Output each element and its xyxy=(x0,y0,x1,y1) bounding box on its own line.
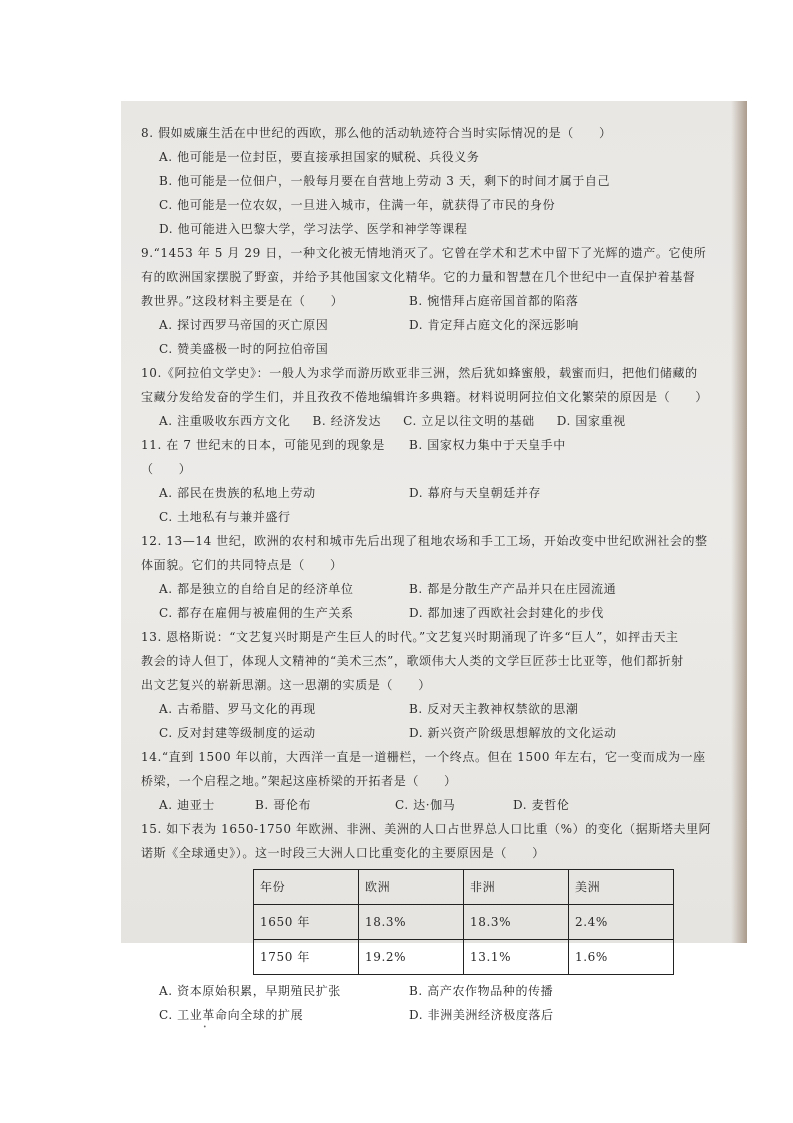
question-8-option-d: D. 他可能进入巴黎大学，学习法学、医学和神学等课程 xyxy=(159,222,468,236)
question-13-stem-line-2: 教会的诗人但丁，体现人文精神的“美术三杰”，歌颂伟大人类的文学巨匠莎士比亚等，他们都折射 xyxy=(141,654,684,668)
table-cell: 18.3% xyxy=(359,905,464,940)
question-10 xyxy=(141,361,721,433)
question-8-option-b: B. 他可能是一位佃户，一般每月要在自营地上劳动 3 天，剩下的时间才属于自己 xyxy=(159,174,611,188)
question-12-option-d: D. 都加速了西欧社会封建化的步伐 xyxy=(409,606,605,620)
question-11-option-d: D. 幕府与天皇朝廷并存 xyxy=(409,486,542,500)
question-15-option-a: A. 资本原始积累，早期殖民扩张 xyxy=(159,984,341,998)
question-15-option-d: D. 非洲美洲经济极度落后 xyxy=(409,1008,554,1022)
table-header-cell: 美洲 xyxy=(569,870,674,905)
question-12-stem-line-1: 12. 13—14 世纪，欧洲的农村和城市先后出现了租地农场和手工工场，开始改变中世纪欧洲社会的整 xyxy=(141,534,708,548)
table-row xyxy=(254,940,674,975)
page-edge-shadow xyxy=(731,101,747,943)
question-11-option-c: C. 土地私有与兼并盛行 xyxy=(159,510,291,524)
question-10-stem-line-2: 宝藏分发给发奋的学生们，并且孜孜不倦地编辑许多典籍。材料说明阿拉伯文化繁荣的原因是（ ） xyxy=(141,390,709,404)
question-9-option-d: D. 肯定拜占庭文化的深远影响 xyxy=(409,318,579,332)
question-8-option-a: A. 他可能是一位封臣，要直接承担国家的赋税、兵役义务 xyxy=(159,150,480,164)
question-9-stem-line-3: 教世界。”这段材料主要是在（ ） xyxy=(141,294,344,308)
question-9-option-b: B. 惋惜拜占庭帝国首都的陷落 xyxy=(409,294,579,308)
question-15 xyxy=(141,817,721,1027)
question-list xyxy=(141,121,721,1027)
question-12 xyxy=(141,529,721,625)
question-13-option-d: D. 新兴资产阶级思想解放的文化运动 xyxy=(409,726,617,740)
question-12-option-c: C. 都存在雇佣与被雇佣的生产关系 xyxy=(159,606,354,620)
table-header-cell: 年份 xyxy=(254,870,359,905)
table-header-cell: 非洲 xyxy=(464,870,569,905)
question-14-stem-line-2: 桥梁，一个启程之地。”架起这座桥梁的开拓者是（ ） xyxy=(141,774,457,788)
question-11 xyxy=(141,433,721,529)
question-14-option-b: B. 哥伦布 xyxy=(255,798,312,812)
question-15-stem-line-2: 诺斯《全球通史》）。这一时段三大洲人口比重变化的主要原因是（ ） xyxy=(141,846,545,860)
question-14 xyxy=(141,745,721,817)
question-10-option-a: A. 注重吸收东西方文化 xyxy=(159,414,291,428)
question-14-stem-line-1: 14.“直到 1500 年以前，大西洋一直是一道栅栏，一个终点。但在 1500 年左右，它一变而成为一座 xyxy=(141,750,706,764)
table-header-cell: 欧洲 xyxy=(359,870,464,905)
question-15-stem-line-1: 15. 如下表为 1650-1750 年欧洲、非洲、美洲的人口占世界总人口比重（%）的变化（据斯塔夫里阿 xyxy=(141,822,712,836)
question-10-option-b: B. 经济发达 xyxy=(312,414,382,428)
population-share-table xyxy=(253,869,674,975)
table-header-row xyxy=(254,870,674,905)
question-9-stem-line-1: 9.“1453 年 5 月 29 日，一种文化被无情地消灭了。它曾在学术和艺术中留下了光辉的遗产。它使所 xyxy=(141,246,707,260)
question-8-option-c: C. 他可能是一位农奴，一旦进入城市，住满一年，就获得了市民的身份 xyxy=(159,198,556,212)
table-cell: 1.6% xyxy=(569,940,674,975)
question-10-option-d: D. 国家重视 xyxy=(556,414,626,428)
question-15-option-c: C. 工业革命向全球的扩展 xyxy=(159,1008,304,1022)
question-13-stem-line-1: 13. 恩格斯说：“文艺复兴时期是产生巨人的时代。”文艺复兴时期涌现了许多“巨人”，如抨击天主 xyxy=(141,630,679,644)
question-12-stem-line-2: 体面貌。它们的共同特点是（ ） xyxy=(141,558,343,572)
question-9-option-a: A. 探讨西罗马帝国的灭亡原因 xyxy=(159,318,329,332)
question-14-option-d: D. 麦哲伦 xyxy=(513,798,570,812)
question-12-option-a: A. 都是独立的自给自足的经济单位 xyxy=(159,582,354,596)
table-cell: 19.2% xyxy=(359,940,464,975)
question-9-stem-line-2: 有的欧洲国家摆脱了野蛮，并给予其他国家文化精华。它的力量和智慧在几个世纪中一直保护着基督 xyxy=(141,270,696,284)
table-cell: 1650 年 xyxy=(254,905,359,940)
question-11-stem: 11. 在 7 世纪末的日本，可能见到的现象是（ ） xyxy=(141,438,385,476)
question-13 xyxy=(141,625,721,745)
question-11-option-b: B. 国家权力集中于天皇手中 xyxy=(409,438,566,452)
table-row xyxy=(254,905,674,940)
photographed-exam-page xyxy=(121,101,747,1022)
question-13-option-b: B. 反对天主教神权禁欲的思潮 xyxy=(409,702,579,716)
question-13-option-a: A. 古希腊、罗马文化的再现 xyxy=(159,702,316,716)
table-cell: 18.3% xyxy=(464,905,569,940)
stray-mark: • xyxy=(203,1024,207,1031)
question-9-option-c: C. 赞美盛极一时的阿拉伯帝国 xyxy=(159,342,329,356)
table-cell: 2.4% xyxy=(569,905,674,940)
question-14-option-c: C. 达·伽马 xyxy=(395,798,456,812)
question-9 xyxy=(141,241,721,361)
question-11-option-a: A. 部民在贵族的私地上劳动 xyxy=(159,486,316,500)
table-cell: 1750 年 xyxy=(254,940,359,975)
question-13-stem-line-3: 出文艺复兴的崭新思潮。这一思潮的实质是（ ） xyxy=(141,678,431,692)
question-15-option-b: B. 高产农作物品种的传播 xyxy=(409,984,554,998)
question-14-option-a: A. 迪亚士 xyxy=(159,798,215,812)
question-8-stem: 8. 假如威廉生活在中世纪的西欧，那么他的活动轨迹符合当时实际情况的是（ ） xyxy=(141,126,612,140)
question-10-option-c: C. 立足以往文明的基础 xyxy=(403,414,535,428)
table-cell: 13.1% xyxy=(464,940,569,975)
question-13-option-c: C. 反对封建等级制度的运动 xyxy=(159,726,316,740)
question-8 xyxy=(141,121,721,241)
question-12-option-b: B. 都是分散生产产品并只在庄园流通 xyxy=(409,582,617,596)
question-10-stem-line-1: 10.《阿拉伯文学史》：一般人为求学而游历欧亚非三洲，然后犹如蜂蜜般，载蜜而归，把他们储藏的 xyxy=(141,366,698,380)
